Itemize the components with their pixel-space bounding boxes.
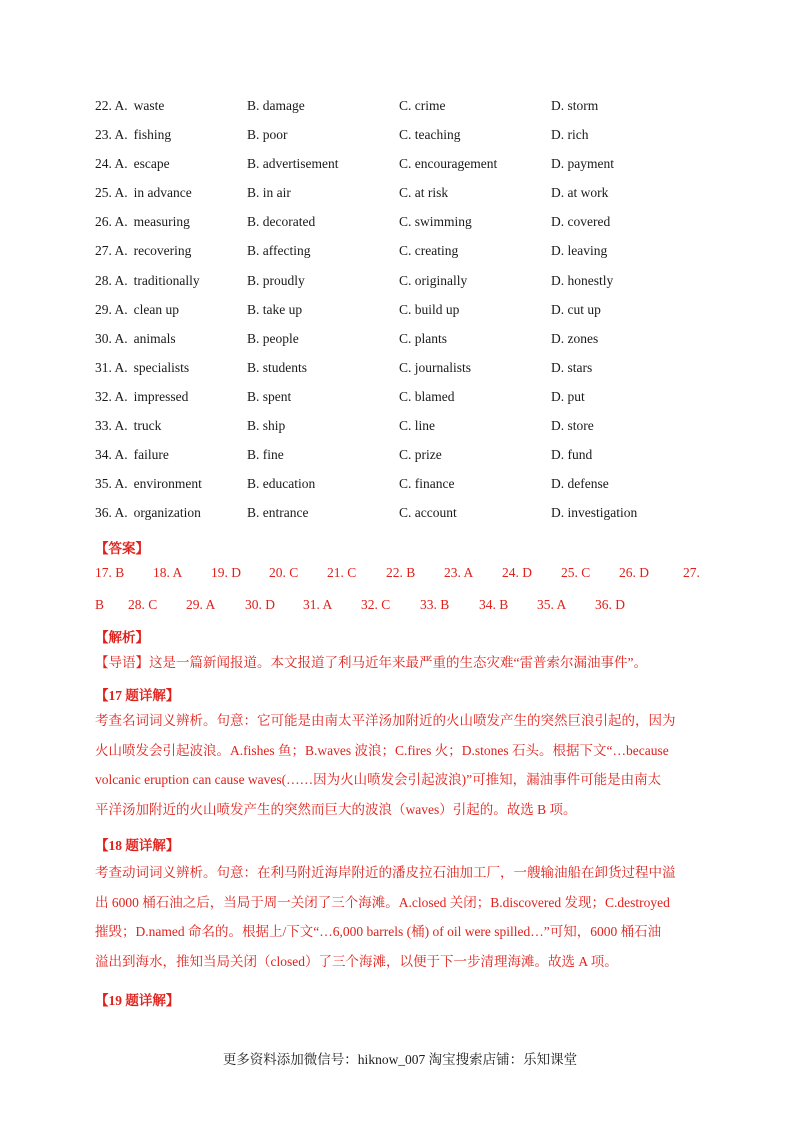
explanation-line: 溢出到海水，推知当局关闭（closed）了三个海滩，以便于下一步清理海滩。故选 A 项。 — [95, 953, 618, 969]
option-row — [95, 358, 715, 387]
q18-header: 【18 题详解】 — [95, 838, 180, 853]
question-number: 22. A. — [95, 98, 128, 113]
answer-item: 26. D — [619, 565, 649, 580]
option-b: B. proudly — [247, 272, 305, 288]
option-c: C. prize — [399, 447, 442, 463]
explanation-line: 出 6000 桶石油之后，当局于周一关闭了三个海滩。A.closed 关闭；B.discovered 发现；C.destroyed — [95, 894, 670, 910]
option-c: C. encouragement — [399, 156, 498, 172]
option-b: B. people — [247, 330, 299, 346]
option-list — [95, 96, 715, 532]
explanation-line: 考查动词词义辨析。句意：在利马附近海岸附近的潘皮拉石油加工厂，一艘输油船在卸货过程中溢 — [95, 865, 676, 880]
answer-item: 17. B — [95, 565, 125, 580]
option-a-text: animals — [133, 330, 176, 346]
question-number: 25. A. — [95, 185, 128, 201]
answer-row-1 — [95, 565, 710, 597]
option-d: D. leaving — [551, 243, 608, 259]
option-a-text: organization — [133, 505, 201, 521]
option-row — [95, 300, 715, 329]
page-footer: 更多资料添加微信号：hiknow_007 淘宝搜索店铺：乐知课堂 — [222, 1052, 578, 1067]
option-d: D. cut up — [551, 301, 601, 317]
question-number: 24. A. — [95, 156, 128, 172]
answer-item: 32. C — [361, 597, 391, 612]
option-b: B. students — [247, 359, 308, 375]
option-d: D. store — [551, 418, 594, 434]
question-number: 26. A. — [95, 214, 128, 230]
option-d: D. zones — [551, 330, 599, 346]
explanation-line: 火山喷发会引起波浪。A.fishes 鱼；B.waves 波浪；C.fires 火；D.stones 石头。根据下文“…because — [95, 742, 669, 758]
option-b: B. spent — [247, 388, 292, 404]
option-a — [95, 503, 201, 523]
option-d: D. investigation — [551, 505, 638, 521]
option-a — [95, 271, 200, 291]
option-a — [95, 212, 190, 232]
option-c: C. finance — [399, 476, 455, 492]
option-a — [95, 241, 191, 261]
option-b: B. education — [247, 476, 316, 492]
answer-item: 23. A — [444, 565, 474, 580]
answer-item: 31. A — [303, 597, 333, 612]
question-number: 36. A. — [95, 505, 128, 521]
option-row — [95, 416, 715, 445]
option-b: B. ship — [247, 418, 286, 434]
option-d: D. rich — [551, 127, 589, 143]
option-b: B. fine — [247, 447, 284, 463]
answer-item: 20. C — [269, 565, 299, 580]
option-row — [95, 154, 715, 183]
q17-header: 【17 题详解】 — [95, 688, 180, 703]
option-a-text: in advance — [133, 185, 192, 201]
option-a-text: failure — [133, 447, 169, 463]
answer-item: 21. C — [327, 565, 357, 580]
answer-item: 27. — [683, 565, 700, 580]
option-a — [95, 183, 192, 203]
option-b: B. decorated — [247, 214, 316, 230]
option-d: D. defense — [551, 476, 609, 492]
answer-block — [95, 565, 710, 629]
option-d: D. storm — [551, 98, 599, 113]
analysis-header: 【解析】 — [95, 630, 149, 645]
option-a-text: recovering — [133, 243, 192, 259]
option-d: D. payment — [551, 156, 614, 172]
option-a-text: specialists — [133, 359, 190, 375]
answer-item: 28. C — [128, 597, 158, 612]
option-row — [95, 387, 715, 416]
answer-header: 【答案】 — [95, 541, 149, 556]
option-row — [95, 329, 715, 358]
option-c: C. originally — [399, 272, 468, 288]
option-a — [95, 474, 202, 494]
explanation-line: 考查名词词义辨析。句意：它可能是由南太平洋汤加附近的火山喷发产生的突然巨浪引起的，因为 — [95, 713, 676, 728]
option-b: B. take up — [247, 301, 303, 317]
option-b: B. affecting — [247, 243, 311, 259]
option-c: C. plants — [399, 330, 448, 346]
question-number: 28. A. — [95, 272, 128, 288]
explanation-line: 平洋汤加附近的火山喷发产生的突然而巨大的波浪（waves）引起的。故选 B 项。 — [95, 801, 577, 817]
q17-explanation — [95, 706, 707, 824]
answer-item: 36. D — [595, 597, 625, 612]
answer-item: 35. A — [537, 597, 567, 612]
question-number: 23. A. — [95, 127, 128, 143]
answer-item: 34. B — [479, 597, 509, 612]
option-a — [95, 358, 189, 378]
answer-item: 19. D — [211, 565, 241, 580]
question-number: 29. A. — [95, 301, 128, 317]
option-a — [95, 96, 164, 116]
guide-text — [95, 648, 707, 678]
explanation-line: volcanic eruption can cause waves(……因为火山喷发会引起波浪)”可推知，漏油事件可能是由南太 — [95, 772, 662, 788]
option-d: D. honestly — [551, 272, 614, 288]
option-row — [95, 271, 715, 300]
answer-row-2 — [95, 597, 710, 629]
option-d: D. covered — [551, 214, 611, 230]
q19-header: 【19 题详解】 — [95, 993, 180, 1008]
question-number: 31. A. — [95, 359, 128, 375]
explanation-line: 摧毁；D.named 命名的。根据上/下文“…6,000 barrels (桶) of oil were spilled…”可知，6000 桶石油 — [95, 924, 662, 940]
option-c: C. journalists — [399, 359, 472, 375]
option-a-text: impressed — [133, 388, 189, 404]
option-row — [95, 212, 715, 241]
option-a-text: measuring — [133, 214, 190, 230]
option-b: B. entrance — [247, 505, 309, 521]
answer-item: 24. D — [502, 565, 532, 580]
option-d: D. fund — [551, 447, 593, 463]
option-d: D. stars — [551, 359, 593, 375]
option-a — [95, 445, 169, 465]
option-c: C. line — [399, 418, 435, 434]
question-number: 30. A. — [95, 330, 128, 346]
answer-item: 25. C — [561, 565, 591, 580]
option-c: C. teaching — [399, 127, 461, 143]
option-c: C. build up — [399, 301, 460, 317]
question-number: 32. A. — [95, 388, 128, 404]
answer-item: B — [95, 597, 105, 612]
option-a — [95, 125, 171, 145]
answer-item: 33. B — [420, 597, 450, 612]
option-a — [95, 154, 170, 174]
option-c: C. crime — [399, 98, 446, 113]
option-row — [95, 96, 715, 125]
option-row — [95, 445, 715, 474]
option-d: D. put — [551, 388, 585, 404]
option-row — [95, 474, 715, 503]
option-a — [95, 387, 188, 407]
option-a-text: fishing — [133, 127, 172, 143]
question-number: 34. A. — [95, 447, 128, 463]
option-b: B. damage — [247, 98, 305, 113]
option-a — [95, 300, 179, 320]
answer-item: 18. A — [153, 565, 183, 580]
option-c: C. account — [399, 505, 457, 521]
option-a-text: traditionally — [133, 272, 200, 288]
option-b: B. poor — [247, 127, 288, 143]
q18-explanation — [95, 858, 707, 976]
question-number: 27. A. — [95, 243, 128, 259]
guide-line: 【导语】这是一篇新闻报道。本文报道了利马近年来最严重的生态灾难“雷普索尔漏油事件”。 — [95, 655, 647, 670]
option-row — [95, 125, 715, 154]
answer-item: 29. A — [186, 597, 216, 612]
option-c: C. blamed — [399, 388, 455, 404]
option-c: C. creating — [399, 243, 459, 259]
option-a — [95, 329, 176, 349]
option-c: C. at risk — [399, 185, 449, 201]
option-a-text: escape — [133, 156, 170, 172]
option-b: B. advertisement — [247, 156, 339, 172]
option-a-text: waste — [133, 98, 165, 113]
option-row — [95, 503, 715, 532]
option-a-text: truck — [133, 418, 162, 434]
option-row — [95, 241, 715, 270]
option-a-text: environment — [133, 476, 202, 492]
option-a-text: clean up — [133, 301, 179, 317]
answer-item: 30. D — [245, 597, 275, 612]
option-b: B. in air — [247, 185, 291, 201]
question-number: 35. A. — [95, 476, 128, 492]
question-number: 33. A. — [95, 418, 128, 434]
option-c: C. swimming — [399, 214, 472, 230]
option-row — [95, 183, 715, 212]
option-d: D. at work — [551, 185, 609, 201]
answer-item: 22. B — [386, 565, 416, 580]
option-a — [95, 416, 161, 436]
